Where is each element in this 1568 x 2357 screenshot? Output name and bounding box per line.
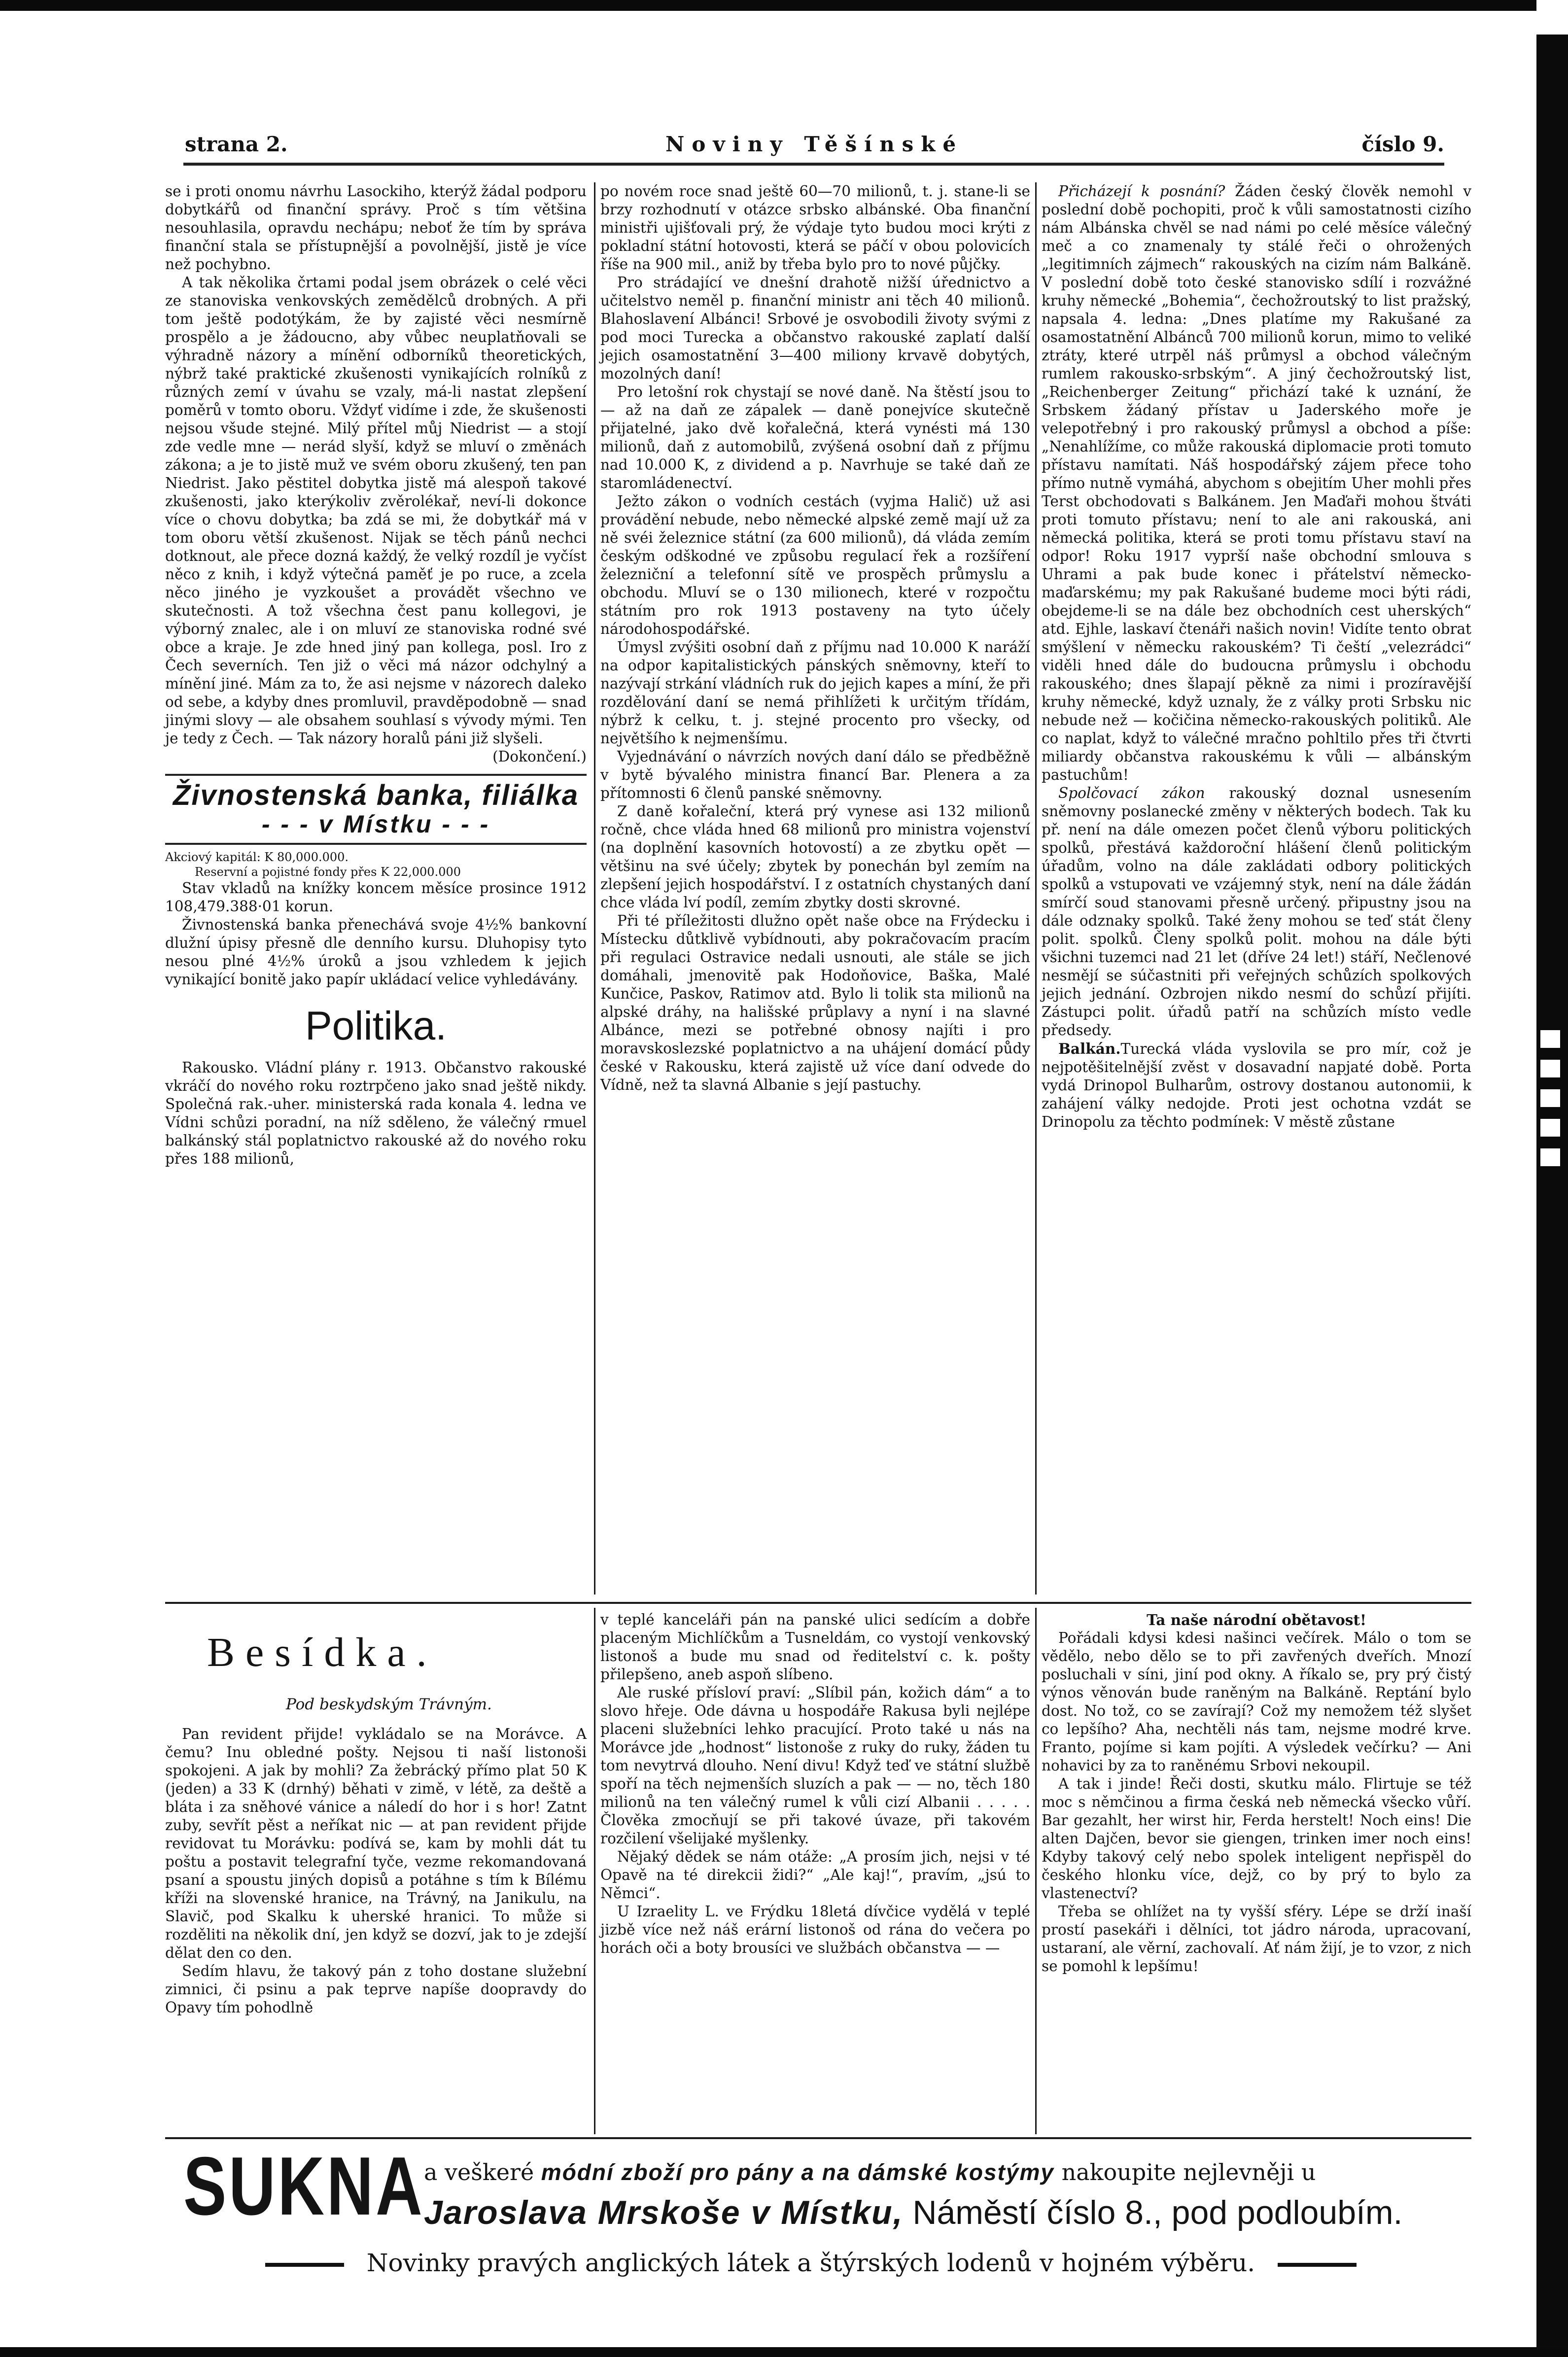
ad-line-2a: Jaroslava Mrskoše v Místku, xyxy=(424,2194,904,2231)
col2b-paragraph: v teplé kanceláři pán na panské ulici sedícím a dobře placeným Michlíčkům a Tusneldám, co vystojí venkovský listonoš a bude mu snad od ředitelství c. k. pošty přilepšeno, aneb aspoň slíbeno. xyxy=(600,1611,1030,1683)
bank-capital: Akciový kapitál: K 80,000.000. xyxy=(165,850,349,864)
bank-ad-title: Živnostenská banka, filiálka xyxy=(173,779,579,811)
section-heading-politika: Politika. xyxy=(305,1004,447,1048)
col1-paragraph: se i proti onomu návrhu Lasockiho, kterýž žádal podporu dobytkářů od finanční správy. Proč s tím většina nesouhlasila, opravdu nechápu; neboť že tím by správa finanční stala se přístupnější a povolnější, jistě je více než pochybno. xyxy=(165,183,587,273)
col2-paragraph: Úmysl zvýšiti osobní daň z příjmu nad 10.000 K naráží na odpor kapitalistických pánských sněmovny, kteří to nazývají strkání vládních ruk do jejich kapes a míní, že při rozdělování daní se nemá přihlížeti k určitým třídám, nýbrž k celku, t. j. stejné procento pro všecky, od největšího k nejmenšímu. xyxy=(600,639,1030,747)
scan-border-bottom xyxy=(0,2347,1568,2357)
ad-line-2b: Náměstí číslo 8., pod podloubím. xyxy=(912,2194,1403,2231)
column-rule xyxy=(594,182,595,1594)
col3b-paragraph: Pořádali kdysi kdesi našinci večírek. Málo o tom se vědělo, nebo dělo se to při zavřených dveřích. Mnozí posluchali v síni, jiní pod okny. A říkalo se, pry prý čistý výnos věnován bude raněným na Balkáně. Reptání bylo dost. No tož, co se zavírají? Což my nemožem též slyšet co lepšího? Aha, nechtěli nás tam, nejsme modré krve. Franto, pojíme si kam pojíti. A výsledek večírku? — Ani nohavici by za to raněnému Srbovi nekoupil. xyxy=(1042,1629,1471,1774)
ad-line-1b: módní zboží pro pány a na dámské kostýmy xyxy=(541,2159,1054,2185)
col3-paragraph: Turecká vláda vyslovila se pro mír, což je nejpotěšitelnější zvěst v dosavadní napjaté době. Porta vydá Drinopol Bulharům, ostrovy dostanou autonomii, k zahájení války nedojde. Proti jest ochotna vzdát se Drinopolu za těchto podmínek: V městě zůstane xyxy=(1042,1040,1471,1130)
newspaper-title: Noviny Těšínské xyxy=(665,132,964,156)
ad-line-1a: a veškeré xyxy=(424,2159,534,2185)
bank-ad-paragraph: Živnostenská banka přenechává svoje 4½% bankovní dlužní úpisy přesně dle denního kursu. Dluhopisy tyto nesou plné 4½% úroků a jsou vzhledem k jejich vynikající bonitě jako papír ukládací velice vyhledávány. xyxy=(165,916,587,988)
besidka-byline: Pod beskydským Trávným. xyxy=(286,1696,492,1713)
bank-ad-place: - - - v Místku - - - xyxy=(261,810,490,838)
col2b-paragraph: U Izraelity L. ve Frýdku 18letá dívčice vydělá v teplé jizbě více než náš erární listonoš od rána do večera po horách oči a boty brousíci ve službách občanstva — — xyxy=(600,1903,1030,1956)
col2b-paragraph: Ale ruské přísloví praví: „Slíbil pán, kožich dám“ a to slovo hřeje. Ode dávna u hospodáře Rakusa byli nejlépe placeni služebníci lehko pracující. Proto také u nás na Morávce jde „hodnost“ listonoše z ruky do ruky, žáden tu tom nevytrvá dlouho. Není divu! Když teď ve státní službě spoří na těch nejmenších sluzích a pak — — no, těch 180 milionů na ten válečný rumel k vůli cizí Albanii . . . . . Člověka zmocňují se při takové úvaze, při takovém rozčilení všelijaké myšlenky. xyxy=(600,1684,1030,1847)
col3-paragraph: rakouský doznal usnesením sněmovny poslanecké změny v některých bodech. Tak ku př. není na dále omezen počet členů výboru politických spolků, přestává každoroční hlášení členů politickým úřadům, volno na dále zakládati odbory politických spolků a vstupovati ve vzájemný styk, není na dále žádán smírčí soud stanovami přesně určený. připustny jsou na dále odznaky spolků. Také ženy mohou se teď stát členy polit. spolků. Členy spolků polit. mohou na dále býti všichni tuzemci nad 21 let (dříve 24 let!) stáří, Nečlenové nesmějí se súčastniti při veřejných schůzích spolkových jejich jednání. Ozbrojen nikdo nesmí do schůzí přijíti. Zástupci polit. úřadů patří na schůzích místo vedle předsedy. xyxy=(1042,785,1471,1039)
decorative-dash xyxy=(265,2263,344,2267)
ad-line-1 xyxy=(424,2159,1316,2185)
decorative-dash xyxy=(1278,2263,1357,2267)
col3-paragraph: Žáden český člověk nemohl v poslední době pochopiti, proč k vůli samostatnosti cizího nám Albánska chvěl se nad námi po celé měsíce válečný meč a co znamenaly ty stálé řeči o ohrožených „legitimních zájmech“ rakouských na cizím nám Balkáně. V poslední době toto české stanovisko sdílí i rozvážné kruhy německé „Bohemia“, čechožroutský to list pražský, napsala 4. ledna: „Dnes platíme my Rakušané za osamostatnění Albánců 700 milionů korun, mimo to veliké ztráty, které utrpěl náš průmysl a obchod válečným rumlem rakousko-srbským“. A jiný čechožroutský list, „Reichenberger Zeitung“ přichází také k uznání, že Srbskem žádaný přístav u Jaderského moře je velepotřebný i pro rakouský průmysl a obchod a píše: „Nenahlížíme, co může rakouská diplomacie proti tomuto přístavu namítati. Náš hospodářský zájem přece toho přímo nutně vymáhá, abychom s obejitím Uher mohli přes Terst obchodovati s Balkánem. Jen Maďaři mohou štváti proti tomuto přístavu; není to ale ani rakouská, ani německá politika, která se proti tomu přístavu staví na odpor! Roku 1917 vyprší naše obchodní smlouva s Uhrami a pak bude konec i přátelství německo-maďarskému; my pak Rakušané budeme moci býti rádi, obejdeme-li se na dále bez obchodních cest uherských“ atd. Ejhle, laskaví čtenáři našich novin! Vidíte tento obrat smýšlení v německu rakouském? Ti čeští „velezrádci“ viděli hned dále do budoucna průmyslu i obchodu rakouského; dnes šlapají pěkně za nimi i prozíravější kruhy německé, když uznaly, že z války proti Srbsku nic nebude než — kočičina německo-rakouských politiků. Ale co naplat, když to válečné mračno pohltilo přes tři čtvrti miliardy občanstva rakouskému k vůli — albánským pastuchům! xyxy=(1042,183,1471,783)
besidka-paragraph: Sedím hlavu, že takový pán z toho dostane služební zimnici, či psinu a pak teprve napíše doopravdy do Opavy tím pohodlně xyxy=(165,1963,587,2016)
column-rule xyxy=(594,1608,595,2134)
col3-lead: Přicházejí k posnání? xyxy=(1058,183,1225,200)
col2-paragraph: Z daně kořaleční, která prý vynese asi 132 milionů ročně, chce vláda hned 68 milionů pro ministra vojenství (na doplnění kasovních hotovostí) a ze zbytku opět — většinu na své účely; zbytek by ponechán byl zemím na zlepšení jejich hospodářství. I z ostatních chystaných daní chce vláda lví podíl, zemím zbytky dosti skrovné. xyxy=(600,803,1030,911)
besidka-column xyxy=(165,1725,587,2017)
scan-border-right xyxy=(1536,0,1568,2357)
continuation-note: (Dokončení.) xyxy=(492,748,587,765)
ad-line-1c: nakoupite nejlevněji u xyxy=(1061,2159,1316,2185)
header-rule xyxy=(183,163,1444,166)
col2-paragraph: Při té příležitosti dlužno opět naše obce na Frýdecku i Místecku důtklivě vybídnouti, aby pokračovacím pracím při regulaci Ostravice nedali usnouti, ale stále se jich domáhali, jmenovitě pak Hodoňovice, Baška, Malé Kunčice, Paskov, Ratimov atd. Bylo li tolik sta milionů na alpské dráhy, na hališské průplavy a nyní i na slavné Albánce, mezi se potřebné obnosy najíti i pro moravskoslezské poplatnictvo a na uhájení domácí půdy české v Rakousku, která zajistě už více daní odvede do Vídně, než ta slavná Albanie s její pastuchy. xyxy=(600,912,1030,1093)
divider xyxy=(165,774,587,776)
politika-paragraph: Rakousko. Vládní plány r. 1913. Občanstvo rakouské vkráčí do nového roku roztrpčeno jako snad ještě nikdy. Společná rak.-uher. ministerská rada konala 4. ledna ve Vídni schůzi poradní, na níž sděleno, že válečný rmuel balkánský stál poplatnictvo rakouské až do nového roku přes 188 milionů, xyxy=(165,1059,587,1167)
sukna-advertisement xyxy=(177,2140,1444,2331)
col3-lead: Balkán. xyxy=(1058,1040,1121,1057)
col3b-paragraph: Třeba se ohlížet na ty vyšší sféry. Lépe se drží inaší prostí pasekáři i dělníci, tot jádro národa, upracovaní, ustaraní, ale věrní, zachovalí. Ať nám žijí, je to vzor, z nich se pomohl k lepšímu! xyxy=(1042,1903,1471,1975)
column-1 xyxy=(165,182,587,1168)
section-heading-besidka: Besídka. xyxy=(207,1629,438,1675)
col3b-heading: Ta naše národní obětavost! xyxy=(1147,1611,1366,1629)
bank-reserves: Reservní a pojistné fondy přes K 22,000.000 xyxy=(195,865,461,879)
col2-paragraph: Vyjednávání o návrzích nových daní dálo se předběžně v bytě bývalého ministra financí Bar. Plenera a za přítomnosti 6 členů panské sněmovny. xyxy=(600,748,1030,801)
issue-number: číslo 9. xyxy=(1361,132,1444,156)
ad-rule xyxy=(165,2137,1471,2139)
column-2-lower xyxy=(600,1611,1030,1957)
col2-paragraph: Ježto zákon o vodních cestách (vyjma Halič) už asi provádění nebude, nebo německé alpské země mají už za ně svéi železnice státní (za 600 milionů), dá vláda zemím českým odškodné ve způsobu regulací řek a rozšíření železniční a telefonní sítě ve prospěch průmyslu a obchodu. Mluví se o 130 milionech, které v rozpočtu státním pro rok 1913 postaveny na tyto účely národohospodářské. xyxy=(600,493,1030,637)
col1-paragraph: A tak několika črtami podal jsem obrázek o celé věci ze stanoviska venkovských zemědělců drobných. A při tom ještě podotýkám, že by zajisté věci nesmírně prospělo a je žádoucno, aby vůbec neuplatňovali se výhradně názory a mínění odborníků theoretických, nýbrž také praktické zkušenosti vynikajících rolníků z různých zemí v úvahu se vzaly, má-li nastat zlepšení poměrů v tomto oboru. Vždyť vidíme i zde, že skušenosti nejsou všude stejné. Milý přítel můj Niedrist — a stojí zde vedle mne — nerád slyší, když se mluví o změnách zákona; a je to jistě muž ve svém oboru zkušený, ten pan Niedrist. Jako pěstitel dobytka jistě má alespoň takové zkušenosti, jako kterýkoliv zvěrolékař, neví-li dokonce více o chovu dobytka; ba zdá se mi, že dobytkář má v tom oboru větší zkušenost. Nijak se těch pánů nechci dotknout, ale přece dozná každý, že velký rozdíl je vyčíst něco z knih, i když výtečná paměť je po ruce, a zcela něco jiného je vyzkoušet a provádět všechno ve skutečnosti. A tož všechna čest panu kollegovi, je výborný znalec, ale i on mluví ze stanoviska rodné své obce a kraje. Je zde hned jiný pan kollega, posl. Iro z Čech severních. Ten již o věci má názor odchylný a mínění jiné. Mám za to, že asi nejsme v názorech daleko od sebe, a kdyby dnes promluvil, pravděpodobně — snad jinými slovy — ale obsahem souhlasí s vývody mými. Ten je tedy z Čech. — Tak názory horalů páni již slyšeli. xyxy=(165,274,587,747)
column-3-lower xyxy=(1042,1611,1471,1976)
page-number: strana 2. xyxy=(185,132,288,156)
col3-lead: Spolčovací zákon xyxy=(1058,785,1205,801)
page-header xyxy=(163,132,1444,162)
bank-ad-paragraph: Stav vkladů na knížky koncem měsíce prosince 1912 108,479.388·01 korun. xyxy=(165,880,587,915)
feuilleton-rule xyxy=(165,1602,1471,1604)
col3b-paragraph: A tak i jinde! Řeči dosti, skutku málo. Flirtuje se též moc s němčinou a firma česká neb německá všecko vůří. Bar gezahlt, her wirst hir, Ferda herstelt! Noch eins! Die alten Dajčen, bevor sie giengen, trinken imer noch eins! Kdyby takový celý nebo spolek inteligent nepřispěl do českého hlonku více, dejž, co by prý to bylo za vlastenectví? xyxy=(1042,1775,1471,1902)
ad-line-3-text: Novinky pravých anglických látek a štýrských lodenů v hojném výběru. xyxy=(366,2249,1255,2277)
scan-border-top xyxy=(0,0,1568,11)
col2b-paragraph: Nějaký dědek se nám otáže: „A prosím jich, nejsi v té Opavě na té direkcii židi?“ „Ale kaj!“, pravím, „jsú to Němci“. xyxy=(600,1848,1030,1902)
col2-paragraph: po novém roce snad ještě 60—70 milionů, t. j. stane-li se brzy rozhodnutí v otázce srbsko albánské. Oba finanční ministři ujišťovali prý, že výdaje tyto budou moci krýti z pokladní státní hotovosti, která se páčí v obou polovicích říše na 900 mil., aniž by třeba bylo pro to nové půjčky. xyxy=(600,183,1030,273)
column-rule xyxy=(1035,182,1037,1594)
besidka-paragraph: Pan revident přijde! vykládalo se na Morávce. A čemu? Inu obledné pošty. Nejsou ti naší listonoši spokojeni. A jak by mohli? Za žebrácký přímo plat 50 K (jeden) a 33 K (drnhý) běhati v zimě, v létě, za deště a bláta i za sněhové vánice a náledí do hor i s hor! Zatnt zuby, sevřít pěst a neříkat nic — at pan revident přijde revidovat tu Morávku: podívá se, kam by mohli dát tu poštu a postavit telegrafní tyče, vezme rekomandovaná psaní a spoustu jiných dopisů a potáhne s tím k Bílému kříži na slovenské hranice, na Trávný, na Janikulu, na Slavič, pod Skalku k uherské hranici. To může si rozděliti na několik dní, jen když se dozví, jak to je zdejší dělat den co den. xyxy=(165,1726,587,1961)
ad-line-2 xyxy=(424,2193,1402,2232)
col2-paragraph: Pro letošní rok chystají se nové daně. Na štěstí jsou to — až na daň ze zápalek — daně ponejvíce skutečně přijatelné, jako dvě kořalečná, která vynésti má 130 milionů, daň z automobilů, zvýšená osobní daň z příjmu nad 10.000 K, z dividend a p. Navrhuje se také daň ze staromládenectví. xyxy=(600,383,1030,491)
divider xyxy=(165,843,587,845)
column-2 xyxy=(600,182,1030,1094)
ad-brand-sukna: SUKNA xyxy=(183,2140,425,2232)
col2-paragraph: Pro strádající ve dnešní drahotě nižší úřednictvo a učitelstvo neměl p. finanční ministr ani těch 40 milionů. Blahoslavení Albánci! Srbové je osvobodili životy svými z pod moci Turecka a občanstvo rakouské zaplatí další jejich osamostatnění 3—400 miliony krvavě dobytých, mozolných daní! xyxy=(600,274,1030,382)
column-3 xyxy=(1042,182,1471,1131)
ad-line-3 xyxy=(177,2249,1444,2277)
column-rule xyxy=(1035,1608,1037,2134)
